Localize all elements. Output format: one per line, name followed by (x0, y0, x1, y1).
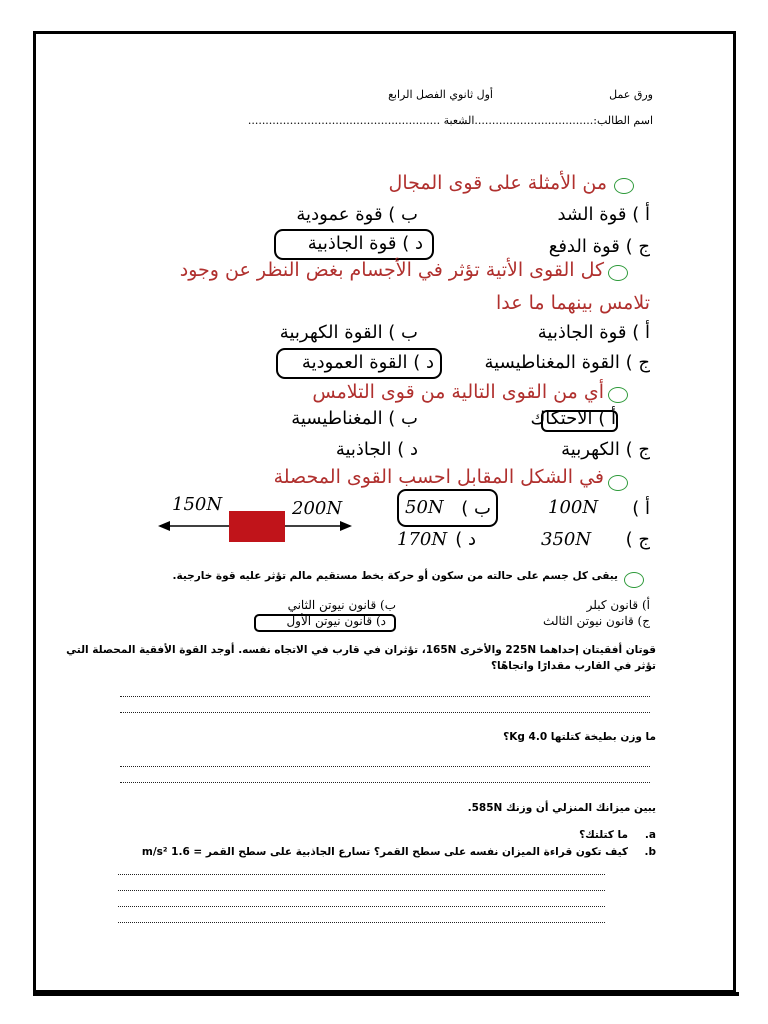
q4-option-d-label: د ) (455, 529, 476, 550)
q5-option-d[interactable]: د) قانون نيوتن الأول (286, 614, 386, 628)
radio-circle-icon[interactable] (624, 572, 644, 588)
q3-question: أي من القوى التالية من قوى التلامس (312, 381, 604, 403)
q2-option-d[interactable]: د ) القوة العمودية (301, 352, 434, 373)
q5-option-c[interactable]: ج) قانون نيوتن الثالث (543, 614, 650, 628)
q3-option-b[interactable]: ب ) المغناطيسية (291, 408, 418, 429)
q4-option-c-label: ج ) (625, 529, 650, 550)
q4-option-b-label: ب ) (461, 498, 491, 519)
q1-question: من الأمثلة على قوى المجال (388, 172, 607, 194)
q4-option-b-value[interactable]: 50N (405, 497, 444, 518)
q2-question-line1: كل القوى الأتية تؤثر في الأجسام بغض النظر عن وجود (179, 259, 604, 281)
q1-option-c[interactable]: ج ) قوة الدفع (548, 236, 650, 257)
q3-option-d[interactable]: د ) الجاذبية (335, 439, 418, 460)
left-arrow-icon (158, 521, 170, 531)
q8-question: يبين ميزانك المنزلي أن وزنك 585N. (467, 802, 656, 814)
radio-circle-icon[interactable] (608, 387, 628, 403)
q2-question-line2: تلامس بينهما ما عدا (496, 292, 650, 314)
q4-question: في الشكل المقابل احسب القوى المحصلة (273, 466, 604, 488)
block-rect (229, 511, 285, 542)
radio-circle-icon[interactable] (608, 265, 628, 281)
q1-option-a[interactable]: أ ) قوة الشد (557, 204, 650, 225)
answer-line[interactable] (120, 712, 650, 713)
q7-question: ما وزن بطيخة كتلتها 4.0 Kg؟ (503, 731, 656, 743)
q8-part-b-marker: b. (644, 846, 656, 858)
answer-line[interactable] (118, 874, 605, 875)
q1-option-b[interactable]: ب ) قوة عمودية (296, 204, 418, 225)
q5-option-b[interactable]: ب) قانون نيوتن الثاني (287, 598, 396, 612)
q3-option-a[interactable]: أ ) الاحتكاك (530, 408, 616, 429)
q8-part-a-marker: a. (644, 829, 656, 841)
answer-line[interactable] (120, 696, 650, 697)
q4-option-c-value[interactable]: 350N (541, 529, 592, 550)
right-arrow-icon (340, 521, 352, 531)
q1-option-d[interactable]: د ) قوة الجاذبية (307, 233, 423, 254)
q6-question-line2: تؤثر في القارب مقدارًا واتجاهًا؟ (490, 660, 656, 672)
q2-option-b[interactable]: ب ) القوة الكهربية (279, 322, 418, 343)
q5-question: يبقى كل جسم على حالته من سكون أو حركة بخط مستقيم مالم تؤثر عليه قوة خارجية. (172, 570, 618, 582)
q4-option-a-label: أ ) (632, 498, 650, 519)
right-force-label: 200N (292, 498, 343, 519)
q2-option-c[interactable]: ج ) القوة المغناطيسية (484, 352, 650, 373)
answer-line[interactable] (120, 782, 650, 783)
q4-option-a-value[interactable]: 100N (548, 497, 599, 518)
worksheet-title: ورق عمل (609, 88, 653, 101)
student-name-field: اسم الطالب:..................................الشعبة ....................................................... (247, 114, 653, 127)
page-border-bottom (33, 992, 739, 996)
q6-question-line1: قوتان أفقيتان إحداهما 225N والأخرى 165N، تؤثران في قارب في الاتجاه نفسه. أوجد القوة الأفقية المحصلة التي (66, 644, 656, 656)
q8-part-b: كيف تكون قراءة الميزان نفسه على سطح القمر؟ تسارع الجاذبية على سطح القمر = 1.6 m/s² (141, 846, 628, 858)
q3-option-c[interactable]: ج ) الكهربية (561, 439, 650, 460)
q4-option-d-value[interactable]: 170N (397, 529, 448, 550)
q2-option-a[interactable]: أ ) قوة الجاذبية (537, 322, 650, 343)
answer-line[interactable] (118, 906, 605, 907)
answer-line[interactable] (120, 766, 650, 767)
q5-option-a[interactable]: أ) قانون كبلر (586, 598, 650, 612)
radio-circle-icon[interactable] (614, 178, 634, 194)
answer-line[interactable] (118, 890, 605, 891)
answer-line[interactable] (118, 922, 605, 923)
radio-circle-icon[interactable] (608, 475, 628, 491)
left-force-label: 150N (172, 494, 223, 515)
grade-label: أول ثانوي الفصل الرابع (388, 88, 493, 101)
q8-part-a: ما كتلتك؟ (579, 829, 628, 841)
